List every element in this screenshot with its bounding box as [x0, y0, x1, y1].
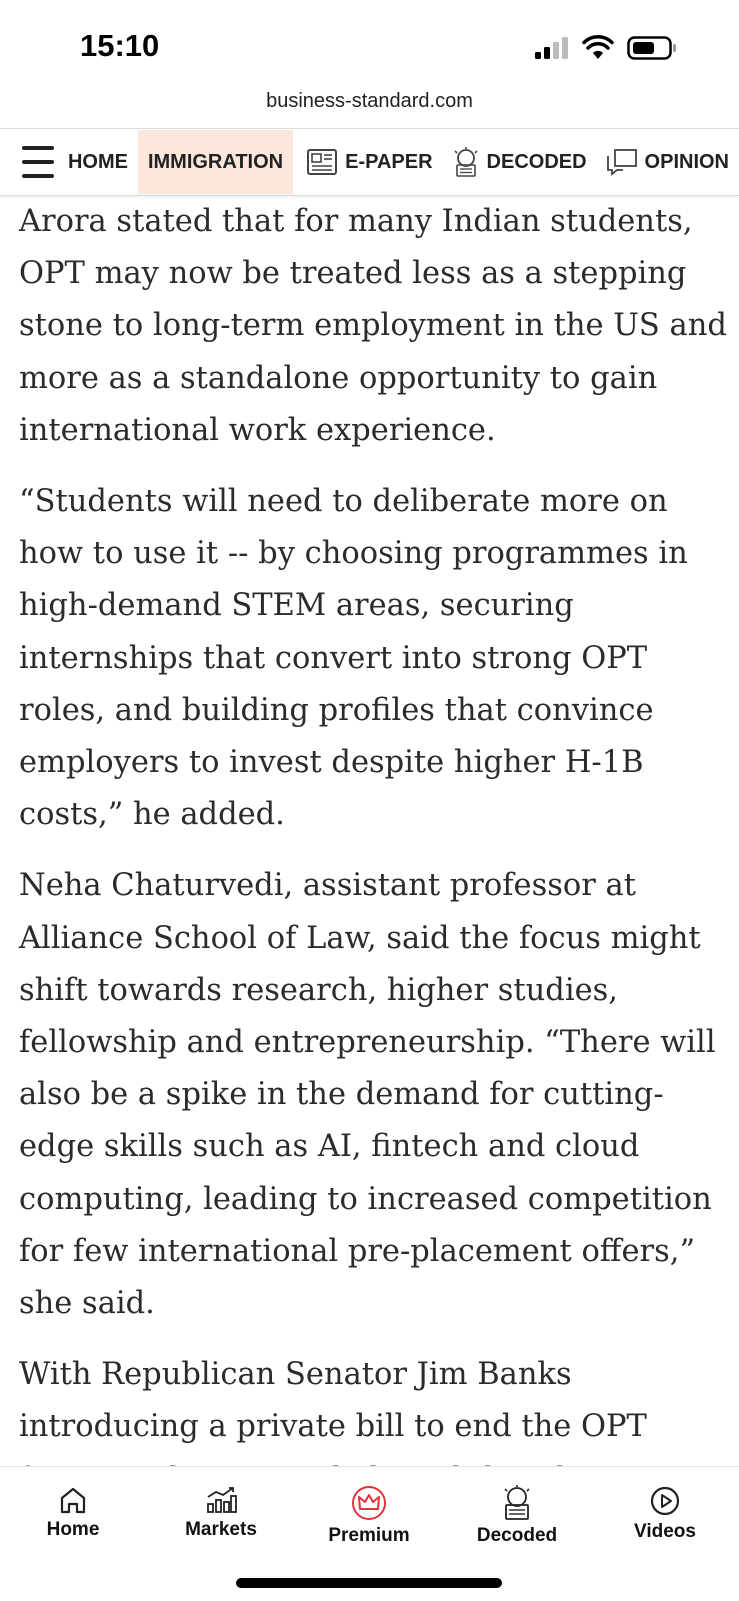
nav-item-label: DECODED	[486, 150, 587, 173]
status-bar	[0, 0, 739, 86]
crown-icon	[351, 1485, 387, 1521]
nav-item-label: OPINION	[644, 150, 729, 173]
bulb-icon	[500, 1485, 534, 1521]
bottom-nav-label: Markets	[185, 1519, 257, 1540]
play-icon	[649, 1485, 681, 1517]
url-text: business-standard.com	[266, 90, 473, 112]
nav-item-immigration[interactable]	[138, 130, 293, 194]
nav-item-label: E-PAPER	[345, 150, 433, 173]
status-icons	[535, 36, 677, 60]
bottom-nav-label: Premium	[328, 1525, 410, 1546]
bottom-nav-videos[interactable]	[600, 1485, 730, 1543]
nav-item-e-paper[interactable]	[297, 130, 442, 194]
bottom-nav-label: Home	[46, 1519, 100, 1540]
bulb-icon	[453, 147, 479, 177]
bottom-nav-premium[interactable]	[304, 1485, 434, 1547]
bottom-nav-markets[interactable]	[156, 1485, 286, 1541]
browser-url-bar[interactable]	[0, 86, 739, 128]
battery-icon	[627, 36, 677, 60]
article-body	[19, 196, 729, 1466]
bottom-nav-label: Videos	[634, 1521, 696, 1542]
wifi-icon	[583, 37, 613, 59]
home-indicator[interactable]	[236, 1578, 502, 1588]
nav-item-decoded[interactable]	[443, 130, 597, 194]
clock: 15:10	[80, 28, 160, 63]
article-paragraph: Neha Chaturvedi, assistant professor at Alliance School of Law, said the focus might shift towards research, higher studies, fellowship and entrepreneurship. “There will also be a spike in the demand for cutting-edge skills such as AI, fintech and cloud computing, leading to increased competition for few international pre-placement offers,” she said.	[19, 868, 716, 1322]
menu-icon[interactable]	[22, 146, 54, 178]
nav-item-label: IMMIGRATION	[147, 150, 284, 173]
signal-icon	[535, 37, 569, 59]
home-icon	[58, 1485, 88, 1515]
article-paragraph: With Republican Senator Jim Banks introducing a private bill to end the OPT	[19, 1357, 647, 1445]
markets-icon	[205, 1485, 237, 1515]
bottom-nav-label: Decoded	[476, 1525, 558, 1546]
nav-item-home[interactable]	[58, 130, 138, 194]
bottom-nav-home[interactable]	[8, 1485, 138, 1541]
bottom-nav-decoded[interactable]	[452, 1485, 582, 1547]
nav-item-label: HOME	[67, 150, 128, 173]
article-paragraph: Arora stated that for many Indian students, OPT may now be treated less as a stepping stone to long-term employment in the US and more as a standalone opportunity to gain international work experience.	[19, 204, 727, 448]
top-navigation	[0, 128, 739, 196]
article-paragraph: “Students will need to deliberate more on how to use it -- by choosing programmes in high-demand STEM areas, securing internships that convert into strong OPT roles, and building profiles that convince employers to invest despite higher H-1B costs,” he added.	[19, 484, 688, 833]
newspaper-icon	[307, 149, 337, 175]
chat-icon	[607, 149, 637, 175]
nav-item-opinion[interactable]	[597, 130, 739, 194]
